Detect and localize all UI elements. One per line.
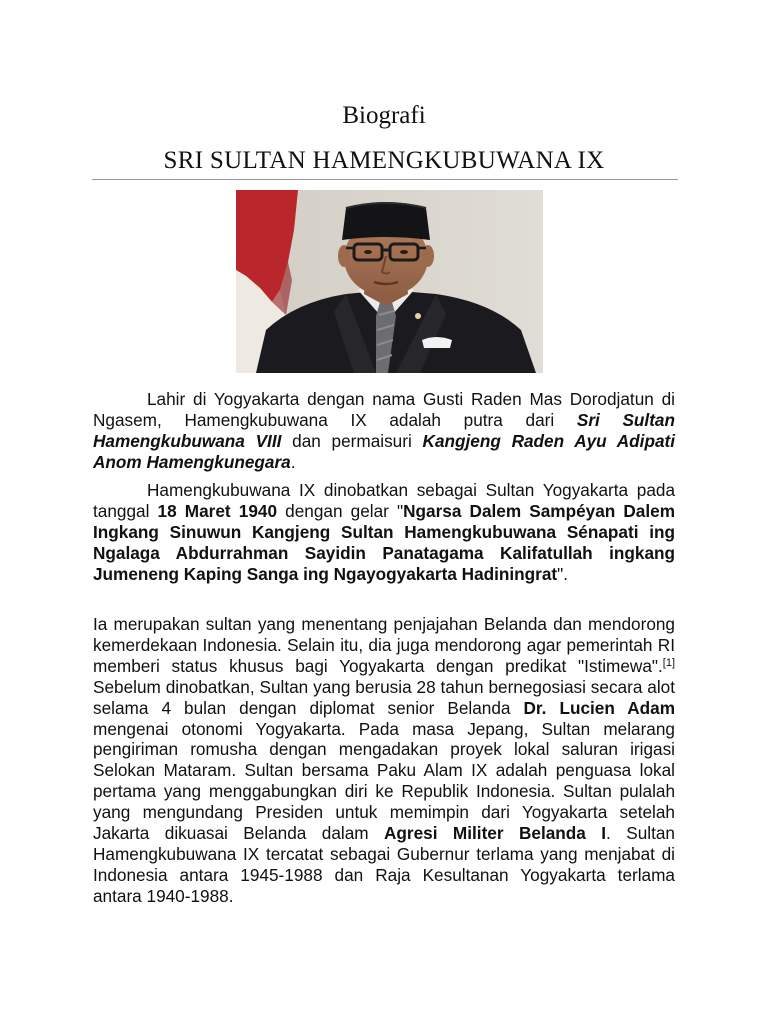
paragraph-text: dengan gelar " xyxy=(277,500,404,521)
document-title: Biografi xyxy=(342,102,426,129)
paragraph-text: mengenai otonomi Yogyakarta. Pada masa Jepang, Sultan melarang pengiriman romusha dengan mengadakan proyek lokal saluran irigasi Selokan Mataram. Sultan bersama Paku Alam IX adalah penguasa lokal pertama yang menggabungkan diri ke Republik Indonesia. Sultan pulalah yang mengundang Presiden untuk memimpin dari Yogyakarta setelah Jakarta dikuasai Belanda dalam xyxy=(93,718,675,844)
paragraph-career xyxy=(93,614,675,907)
paragraph-text: Hamengkubuwana IX dinobatkan sebagai Sultan Yogyakarta pada tanggal xyxy=(93,480,675,521)
bold-italic-name: Sri Sultan Hamengkubuwana VIII xyxy=(93,409,675,451)
cap-shape xyxy=(342,202,430,240)
paragraph-text: ". xyxy=(557,563,569,584)
bold-event: Agresi Militer Belanda I xyxy=(384,823,607,844)
paragraph-text: Sebelum dinobatkan, Sultan yang berusia 28 tahun bernegosiasi secara alot selama 4 bulan dengan diplomat senior Belanda xyxy=(93,676,675,718)
document-subtitle: SRI SULTAN HAMENGKUBUWANA IX xyxy=(163,147,605,174)
paragraph-text: . xyxy=(290,451,296,472)
bold-date: 18 Maret 1940 xyxy=(157,500,278,521)
paragraph-coronation xyxy=(93,480,675,585)
citation-link[interactable]: [1] xyxy=(662,656,675,669)
paragraph-text: dan permaisuri xyxy=(281,430,423,451)
paragraph-text: Ia merupakan sultan yang menentang penjajahan Belanda dan mendorong kemerdekaan Indonesia. Selain itu, dia juga mendorong agar pemerintah RI memberi status khusus bagi Yogyakarta dengan predikat "Istimewa". xyxy=(93,614,675,676)
bold-title: Ngarsa Dalem Sampéyan Dalem Ingkang Sinuwun Kangjeng Sultan Hamengkubuwana Sénapati ing Ngalaga Abdurrahman Sayidin Panatagama Kalifatullah ingkang Jumeneng Kaping Sanga ing Ngayogyakarta Hadiningrat xyxy=(93,500,675,584)
paragraph-text: Lahir di Yogyakarta dengan nama Gusti Raden Mas Dorodjatun di Ngasem, Hamengkubuwana IX adalah putra dari xyxy=(93,389,675,430)
paragraph-text: . Sultan Hamengkubuwana IX tercatat sebagai Gubernur terlama yang menjabat di Indonesia antara 1945-1988 dan Raja Kesultanan Yogyakarta terlama antara 1940-1988. xyxy=(93,823,675,906)
bold-italic-name: Kangjeng Raden Ayu Adipati Anom Hamengkunegara xyxy=(93,430,676,472)
paragraph-birth xyxy=(93,389,675,473)
portrait-photo xyxy=(236,190,543,373)
title-divider xyxy=(92,179,678,180)
bold-name: Dr. Lucien Adam xyxy=(523,697,676,718)
